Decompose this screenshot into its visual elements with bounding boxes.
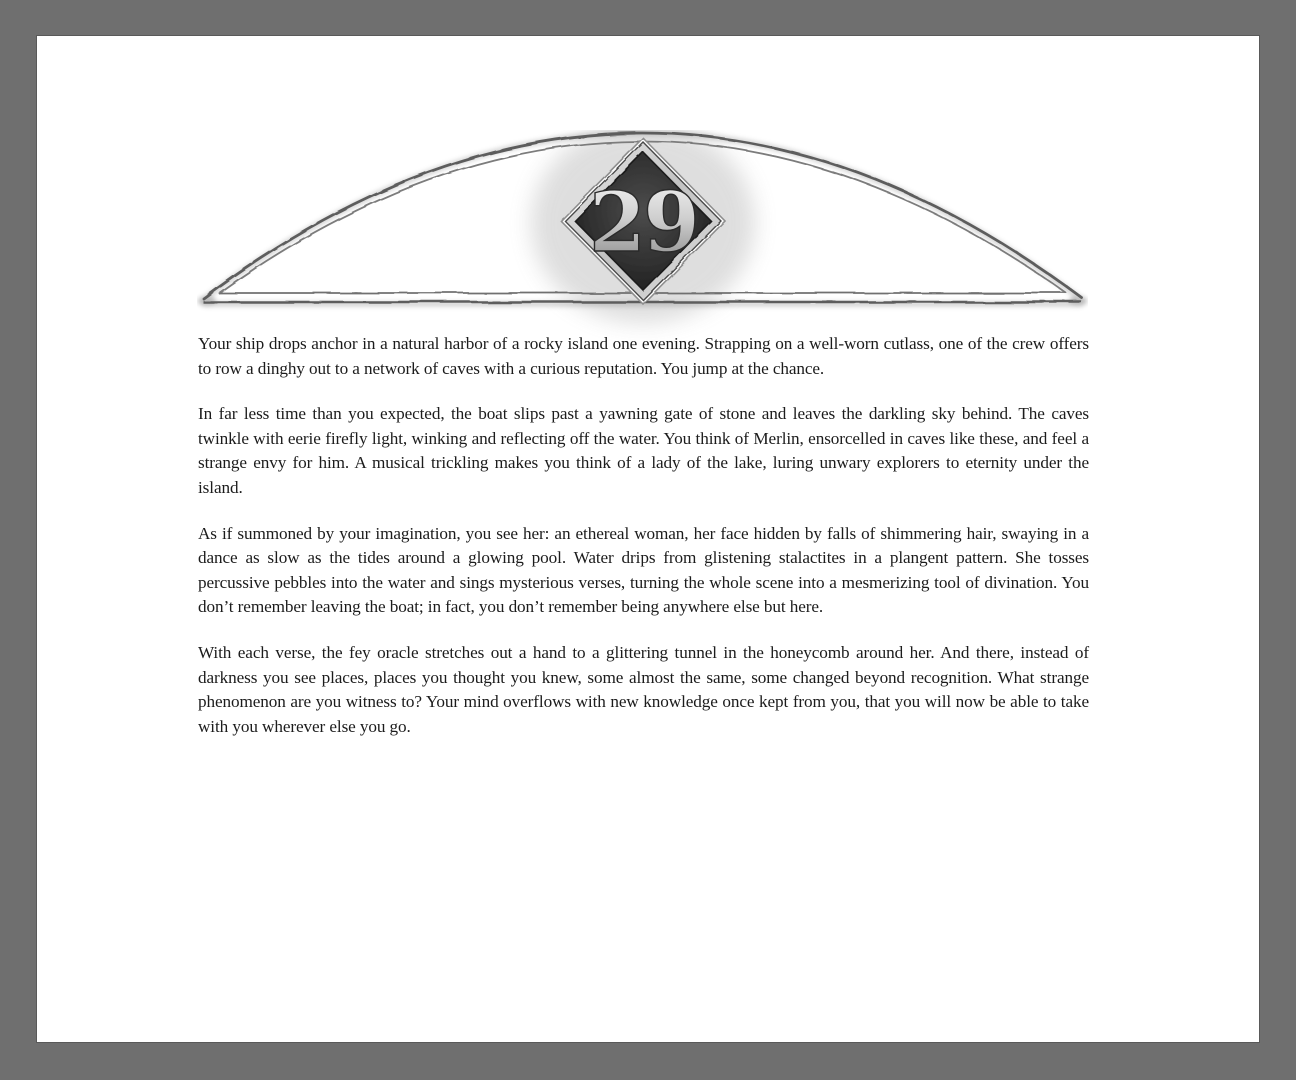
section-number: 29 <box>588 175 698 271</box>
section-text <box>198 332 1089 760</box>
paragraph-2: In far less time than you expected, the boat slips past a yawning gate of stone and leaves the darkling sky behind. The caves twinkle with eerie firefly light, winking and reflecting off the water. You think of Merlin, ensorcelled in caves like these, and feel a strange envy for him. A musical trickling makes you think of a lady of the lake, luring unwary explorers to eternity under the island. <box>198 404 1089 497</box>
paragraph-1: Your ship drops anchor in a natural harbor of a rocky island one evening. Strapping on a well-worn cutlass, one of the crew offers to row a dinghy out to a network of caves with a curious reputation. You jump at the chance. <box>198 334 1089 378</box>
paragraph-3: As if summoned by your imagination, you see her: an ethereal woman, her face hidden by falls of shimmering hair, swaying in a dance as slow as the tides around a glowing pool. Water drips from glistening stalactites in a plangent pattern. She tosses percussive pebbles into the water and sings mysterious verses, turning the whole scene into a mesmerizing tool of divination. You don’t remember leaving the boat; in fact, you don’t remember being anywhere else but here. <box>198 523 1089 617</box>
arch-ornament-drawing <box>197 130 1088 344</box>
paragraph-4: With each verse, the fey oracle stretches out a hand to a glittering tunnel in the honeycomb around her. And there, instead of darkness you see places, places you thought you knew, some almost the same, some changed beyond recognition. What strange phenomenon are you witness to? Your mind overflows with new knowledge once kept from you, that you will now be able to take with you wherever else you go. <box>198 642 1089 736</box>
arch-ornament <box>197 130 1088 344</box>
book-page <box>36 35 1260 1043</box>
